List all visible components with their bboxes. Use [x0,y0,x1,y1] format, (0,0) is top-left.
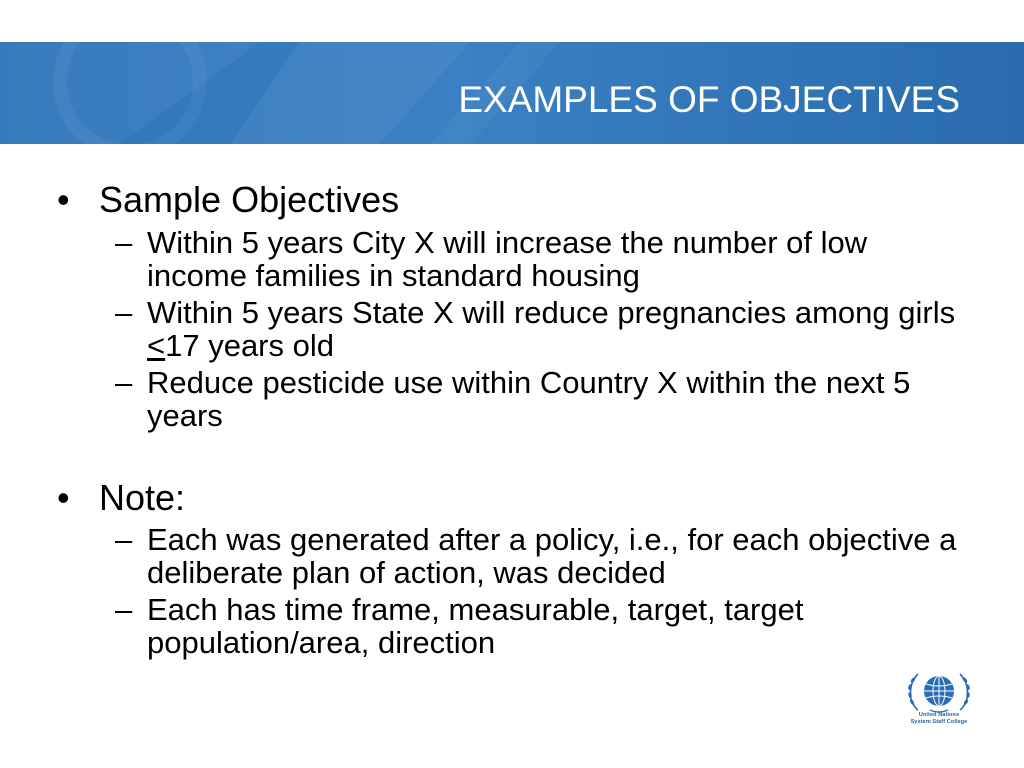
sub-bullet-text: Within 5 years City X will increase the number of low income families in standard housing [147,225,868,293]
sub-bullet-text-part: Within 5 years State X will reduce pregnancies among girls [147,295,956,330]
sub-bullet-objective-3 [115,366,965,432]
dash-marker: – [115,592,133,627]
sub-bullet-text: Each was generated after a policy, i.e., for each objective a deliberate plan of action, was decided [147,522,957,590]
sub-bullet-objective-1 [115,226,965,292]
sub-bullet-note-2 [115,593,965,659]
bullet-label: Note: [99,477,186,518]
bullet-marker: • [57,179,70,220]
bullet-label: Sample Objectives [99,179,400,220]
sub-bullet-text-part: 17 years old [165,328,334,363]
dash-marker: – [115,225,133,260]
dash-marker: – [115,522,133,557]
bullet-note [57,478,185,518]
sub-bullet-note-1 [115,523,965,589]
sub-bullet-text: Each has time frame, measurable, target, target population/area, direction [147,592,804,660]
dash-marker: – [115,365,133,400]
sub-bullet-objective-2 [115,296,965,362]
logo-caption-line: System Staff College [910,719,968,725]
sub-bullet-text [115,296,965,362]
logo-caption-line: United Nations [918,712,960,718]
bullet-sample-objectives [57,180,399,220]
sub-bullet-text: Reduce pesticide use within Country X within the next 5 years [147,365,911,433]
less-or-equal-symbol: < [147,328,166,363]
bullet-marker: • [57,477,70,518]
dash-marker: – [115,295,133,330]
logo-caption [899,712,979,726]
slide-title: EXAMPLES OF OBJECTIVES [458,79,960,120]
